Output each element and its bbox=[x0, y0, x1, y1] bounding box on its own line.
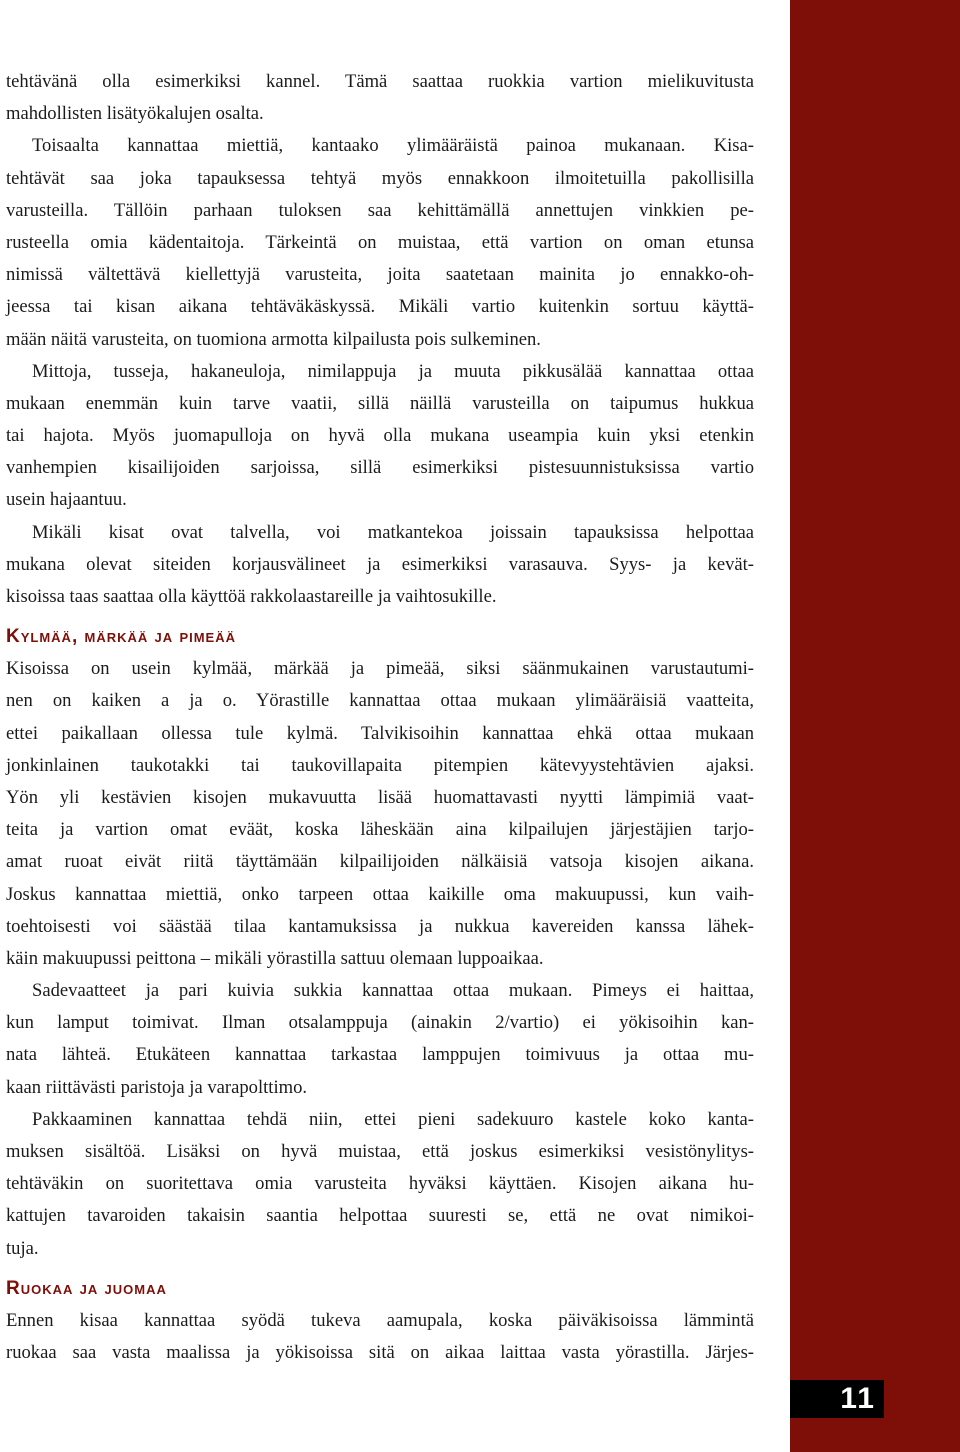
text-line: Sadevaatteet ja pari kuivia sukkia kannattaa ottaa mukaan. Pimeys ei haittaa, bbox=[32, 980, 754, 1002]
section-heading-food-drink: Ruokaa ja juomaa bbox=[6, 1277, 167, 1299]
text-line: Joskus kannattaa miettiä, onko tarpeen ottaa kaikille oma makuupussi, kun vaih- bbox=[6, 883, 754, 905]
text-line: tehtäväkin on suoritettava omia varusteita hyväksi käyttäen. Kisojen aikana hu- bbox=[6, 1173, 754, 1195]
text-line: tehtävät saa joka tapauksessa tehtyä myös ennakkoon ilmoitetuilla pakollisilla bbox=[6, 167, 754, 189]
text-line: kattujen tavaroiden takaisin saantia helpottaa suuresti se, että ne ovat nimikoi- bbox=[6, 1205, 754, 1227]
text-line: Kisoissa on usein kylmää, märkää ja pimeää, siksi säänmukainen varustautumi- bbox=[6, 658, 754, 680]
text-line: tehtävänä olla esimerkiksi kannel. Tämä saattaa ruokkia vartion mielikuvitusta bbox=[6, 71, 754, 92]
paragraph bbox=[6, 653, 754, 975]
intro-section bbox=[6, 66, 754, 613]
sidebar-band bbox=[790, 0, 960, 1452]
text-line: Ennen kisaa kannattaa syödä tukeva aamupala, koska päiväkisoissa lämmintä bbox=[6, 1309, 754, 1331]
paragraph bbox=[6, 1104, 754, 1265]
text-line: teita ja vartion omat eväät, koska läheskään aina kilpailujen järjestäjien tarjo- bbox=[6, 819, 754, 841]
paragraph bbox=[6, 975, 754, 1104]
document-body bbox=[6, 66, 754, 1369]
text-line: kun lamput toimivat. Ilman otsalamppuja (ainakin 2/vartio) ei yökisoihin kan- bbox=[6, 1012, 754, 1034]
text-line: kaan riittävästi paristoja ja varapolttimo. bbox=[6, 1076, 308, 1098]
text-line: Toisaalta kannattaa miettiä, kantaako ylimääräistä painoa mukanaan. Kisa- bbox=[32, 135, 754, 157]
text-line: Mittoja, tusseja, hakaneuloja, nimilappuja ja muuta pikkusälää kannattaa ottaa bbox=[32, 360, 754, 382]
text-line: ruokaa saa vasta maalissa ja yökisoissa sitä on aikaa laittaa vasta yörastilla. Järjes- bbox=[6, 1341, 754, 1363]
page-number: 11 bbox=[790, 1380, 884, 1418]
text-line: Yön yli kestävien kisojen mukavuutta lisää huomattavasti nyytti lämpimiä vaat- bbox=[6, 786, 754, 808]
text-line: vanhempien kisailijoiden sarjoissa, sillä esimerkiksi pistesuunnistuksissa vartio bbox=[6, 457, 754, 479]
text-line: nimissä vältettävä kiellettyjä varusteita, joita saatetaan mainita jo ennakko-oh- bbox=[6, 264, 754, 286]
text-line: usein hajaantuu. bbox=[6, 489, 127, 511]
text-line: jeessa tai kisan aikana tehtäväkäskyssä. Mikäli vartio kuitenkin sortuu käyttä- bbox=[6, 296, 754, 318]
text-line: tuja. bbox=[6, 1237, 39, 1259]
text-line: Mikäli kisat ovat talvella, voi matkantekoa joissain tapauksissa helpottaa bbox=[32, 521, 754, 543]
text-line: rusteella omia kädentaitoja. Tärkeintä on muistaa, että vartion on oman etunsa bbox=[6, 231, 754, 253]
paragraph bbox=[6, 517, 754, 614]
section-heading-cold-wet-dark: Kylmää, märkää ja pimeää bbox=[6, 626, 237, 648]
text-line: Pakkaaminen kannattaa tehdä niin, ettei pieni sadekuuro kastele koko kanta- bbox=[32, 1108, 754, 1130]
text-line: mukaan enemmän kuin tarve vaatii, sillä näillä varusteilla on taipumus hukkua bbox=[6, 392, 754, 414]
paragraph bbox=[6, 66, 754, 130]
text-line: toehtoisesti voi säästää tilaa kantamuksissa ja nukkua kavereiden kanssa lähek- bbox=[6, 915, 754, 937]
text-line: nen on kaiken a ja o. Yörastille kannattaa ottaa mukaan ylimääräisiä vaatteita, bbox=[6, 690, 754, 712]
text-line: mahdollisten lisätyökalujen osalta. bbox=[6, 103, 264, 125]
section-food-drink bbox=[6, 1305, 754, 1369]
text-line: käin makuupussi peittona – mikäli yörastilla sattuu olemaan luppoaikaa. bbox=[6, 947, 544, 969]
text-line: kisoissa taas saattaa olla käyttöä rakkolaastareille ja vaihtosukille. bbox=[6, 586, 497, 607]
text-line: jonkinlainen taukotakki tai taukovillapaita pitempien kätevyystehtävien ajaksi. bbox=[6, 754, 754, 776]
text-line: mään näitä varusteita, on tuomiona armotta kilpailusta pois sulkeminen. bbox=[6, 328, 541, 350]
paragraph bbox=[6, 356, 754, 517]
text-line: ettei paikallaan ollessa tule kylmä. Talvikisoihin kannattaa ehkä ottaa mukaan bbox=[6, 722, 754, 744]
text-line: amat ruoat eivät riitä täyttämään kilpailijoiden nälkäisiä vatsoja kisojen aikana. bbox=[6, 851, 754, 873]
section-cold-wet-dark bbox=[6, 653, 754, 1265]
paragraph bbox=[6, 1305, 754, 1369]
text-line: muksen sisältöä. Lisäksi on hyvä muistaa, että joskus esimerkiksi vesistönylitys- bbox=[6, 1141, 754, 1162]
paragraph bbox=[6, 130, 754, 355]
text-line: varusteilla. Tällöin parhaan tuloksen saa kehittämällä annettujen vinkkien pe- bbox=[6, 199, 754, 221]
text-line: tai hajota. Myös juomapulloja on hyvä olla mukana useampia kuin yksi etenkin bbox=[6, 425, 754, 447]
text-line: mukana olevat siteiden korjausvälineet ja esimerkiksi varasauva. Syys- ja kevät- bbox=[6, 553, 754, 575]
text-line: nata lähteä. Etukäteen kannattaa tarkastaa lamppujen toimivuus ja ottaa mu- bbox=[6, 1044, 754, 1066]
